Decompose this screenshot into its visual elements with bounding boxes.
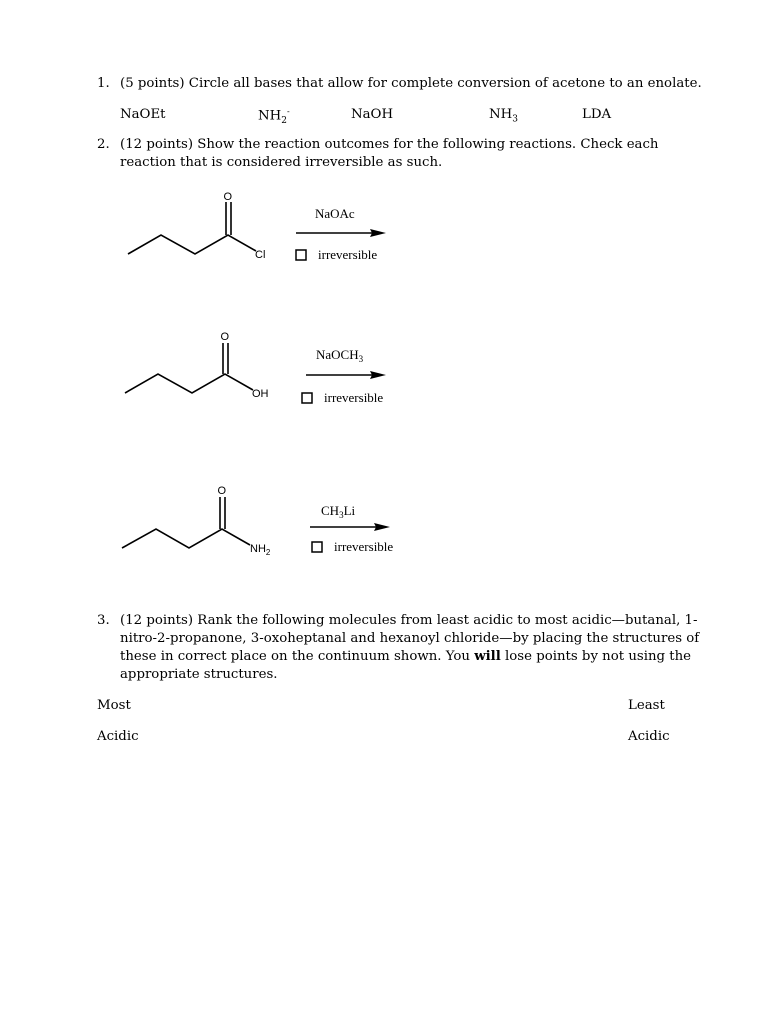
- reaction-3-arrow: [310, 523, 390, 531]
- question-1-text: (5 points) Circle all bases that allow for complete conversion of acetone to an enolate.: [120, 76, 702, 91]
- reaction-3-oxygen: O: [217, 485, 227, 497]
- reaction-1-irreversible-checkbox[interactable]: [296, 250, 306, 260]
- reaction-2-reagent: NaOCH$_3$: [316, 347, 364, 364]
- reaction-3-irreversible-checkbox[interactable]: [312, 542, 322, 552]
- question-3-text-part-2: lose points by not using the appropriate structures.: [120, 649, 692, 682]
- most-label: Most: [97, 698, 131, 713]
- reaction-1-oxygen: O: [223, 191, 233, 203]
- reaction-3-irreversible-label: irreversible: [334, 539, 394, 554]
- question-2-number: 2.: [97, 137, 110, 152]
- question-3-text: [120, 612, 705, 684]
- reaction-3-substituent: $NH_2$: [250, 543, 271, 557]
- reaction-2-oxygen: O: [220, 331, 230, 343]
- most-acidic-label: Acidic: [97, 729, 139, 744]
- least-label: Least: [628, 698, 665, 713]
- reaction-2-structure: [125, 343, 253, 393]
- question-3-text-bold: will: [474, 649, 501, 664]
- reaction-1-arrow: [296, 229, 386, 237]
- base-amide[interactable]: $NH_2^-$: [258, 107, 290, 127]
- reaction-2-arrow: [306, 371, 386, 379]
- base-naoh[interactable]: NaOH: [351, 107, 394, 122]
- reaction-1-reagent: NaOAc: [315, 206, 355, 221]
- question-3-number: 3.: [97, 613, 110, 628]
- question-2-text: (12 points) Show the reaction outcomes for the following reactions. Check each reaction that is considered irreversible as such.: [120, 137, 659, 170]
- reaction-3-reagent: $CH_3Li$: [321, 503, 356, 520]
- base-ammonia[interactable]: $NH_3$: [489, 107, 518, 125]
- question-3-text-part-1: (12 points) Rank the following molecules from least acidic to most acidic—butanal, 1-nitro-2-propanone, 3-oxoheptanal and hexanoyl chloride—by placing the structures of these in correct place on the continuum shown. You: [120, 613, 700, 664]
- reaction-1-substituent: Cl: [255, 249, 266, 261]
- base-naoet[interactable]: NaOEt: [120, 107, 166, 122]
- base-lda[interactable]: LDA: [582, 107, 612, 122]
- reaction-1-irreversible-label: irreversible: [318, 247, 378, 262]
- least-acidic-label: Acidic: [628, 729, 670, 744]
- question-1-number: 1.: [97, 76, 110, 91]
- reaction-2-irreversible-checkbox[interactable]: [302, 393, 312, 403]
- reaction-1-structure: [128, 202, 256, 254]
- reaction-2-substituent: OH: [252, 388, 269, 400]
- reaction-3-structure: [122, 497, 250, 548]
- reaction-2-irreversible-label: irreversible: [324, 390, 384, 405]
- question-3: [0, 612, 784, 692]
